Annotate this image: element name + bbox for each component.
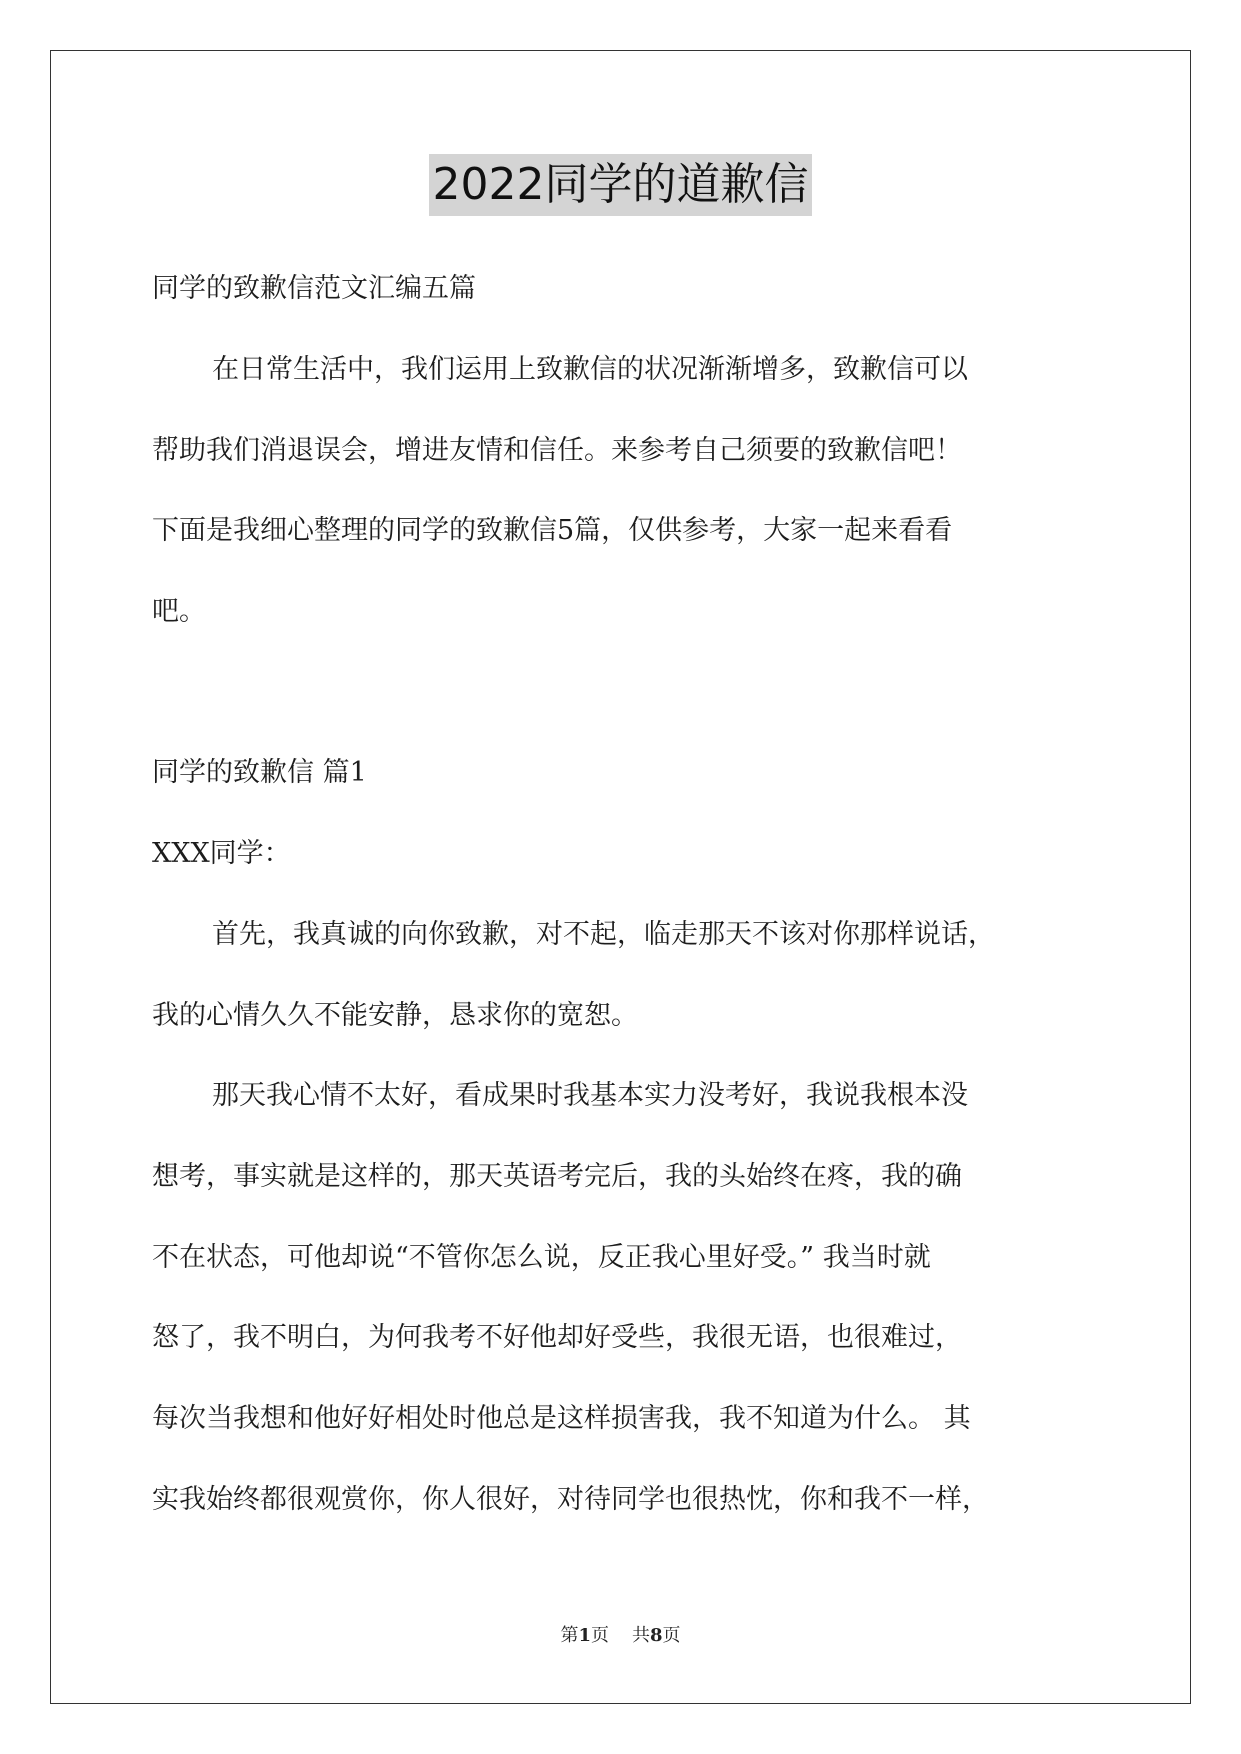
paragraph-line: 那天我心情不太好，看成果时我基本实力没考好，我说我根本没	[212, 1080, 968, 1111]
paragraph-line: 实我始终都很观赏你，你人很好，对待同学也很热忱，你和我不一样，	[152, 1484, 989, 1515]
paragraph-line: 我的心情久久不能安静，恳求你的宽恕。	[152, 1000, 638, 1031]
intro-line: 帮助我们消退误会，增进友情和信任。来参考自己须要的致歉信吧！	[152, 435, 962, 466]
total-label-prefix: 共	[631, 1625, 650, 1646]
intro-line: 在日常生活中，我们运用上致歉信的状况渐渐增多，致歉信可以	[212, 354, 968, 385]
paragraph-line: 每次当我想和他好好相处时他总是这样损害我，我不知道为什么。 其	[152, 1403, 971, 1434]
salutation: XXX同学：	[152, 838, 291, 869]
document-title: 2022同学的道歉信	[429, 154, 813, 216]
paragraph-line: 怒了，我不明白，为何我考不好他却好受些，我很无语，也很难过，	[152, 1322, 962, 1353]
section-heading: 同学的致歉信 篇1	[152, 757, 367, 788]
intro-line: 吧。	[152, 596, 206, 627]
document-subtitle: 同学的致歉信范文汇编五篇	[152, 273, 476, 304]
page-label-prefix: 第	[560, 1625, 579, 1646]
page-label-suffix: 页	[591, 1625, 610, 1646]
paragraph-line: 首先，我真诚的向你致歉，对不起，临走那天不该对你那样说话，	[212, 919, 995, 950]
page-total: 8	[649, 1625, 663, 1646]
paragraph-line: 不在状态，可他却说“不管你怎么说，反正我心里好受。” 我当时就	[152, 1242, 931, 1273]
page-number: 1	[578, 1625, 592, 1646]
total-label-suffix: 页	[662, 1625, 681, 1646]
page-footer	[0, 1623, 1241, 1649]
title-container	[0, 154, 1241, 216]
intro-line: 下面是我细心整理的同学的致歉信5篇，仅供参考，大家一起来看看	[152, 515, 953, 546]
paragraph-line: 想考，事实就是这样的，那天英语考完后，我的头始终在疼，我的确	[152, 1161, 962, 1192]
